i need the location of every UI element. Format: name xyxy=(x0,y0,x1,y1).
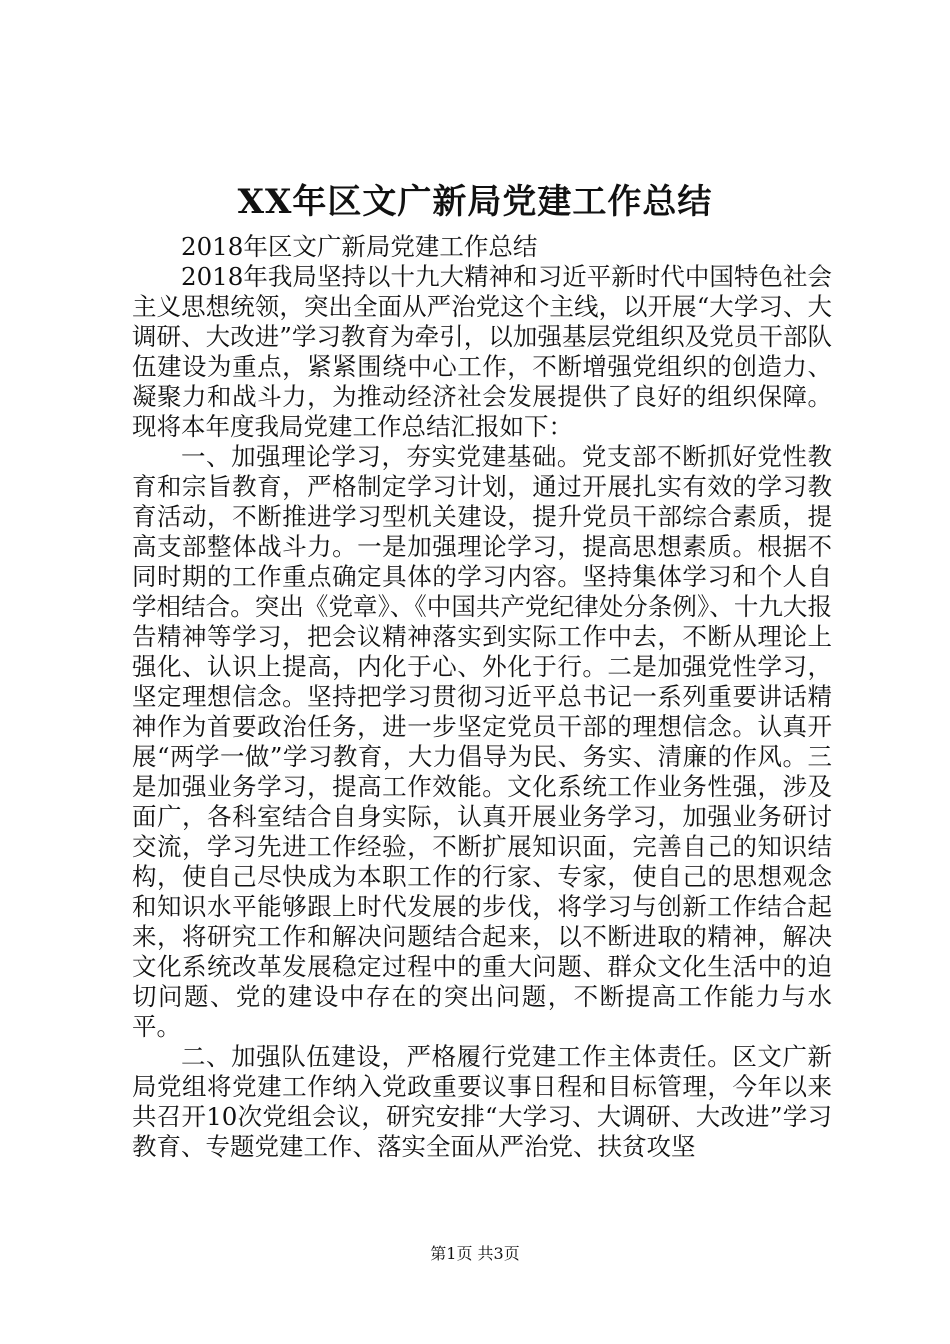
paragraph-section-2: 二、加强队伍建设，严格履行党建工作主体责任。区文广新局党组将党建工作纳入党政重要议事日程和目标管理，今年以来共召开10次党组会议，研究安排“大学习、大调研、大改进”学习教育、专题党建工作、落实全面从严治党、扶贫攻坚 xyxy=(132,1042,832,1161)
document-body xyxy=(132,232,832,1162)
paragraph-subtitle: 2018年区文广新局党建工作总结 xyxy=(181,232,538,261)
document-title: XX年区文广新局党建工作总结 xyxy=(237,182,713,222)
page-footer: 第1页 共3页 xyxy=(430,1244,520,1263)
paragraph-intro: 2018年我局坚持以十九大精神和习近平新时代中国特色社会主义思想统领，突出全面从严治党这个主线，以开展“大学习、大调研、大改进”学习教育为牵引，以加强基层党组织及党员干部队伍建设为重点，紧紧围绕中心工作，不断增强党组织的创造力、凝聚力和战斗力，为推动经济社会发展提供了良好的组织保障。现将本年度我局党建工作总结汇报如下： xyxy=(132,262,832,441)
paragraph-section-1: 一、加强理论学习，夯实党建基础。党支部不断抓好党性教育和宗旨教育，严格制定学习计划，通过开展扎实有效的学习教育活动，不断推进学习型机关建设，提升党员干部综合素质，提高支部整体战斗力。一是加强理论学习，提高思想素质。根据不同时期的工作重点确定具体的学习内容。坚持集体学习和个人自学相结合。突出《党章》、《中国共产党纪律处分条例》、十九大报告精神等学习，把会议精神落实到实际工作中去，不断从理论上强化、认识上提高，内化于心、外化于行。二是加强党性学习，坚定理想信念。坚持把学习贯彻习近平总书记一系列重要讲话精神作为首要政治任务，进一步坚定党员干部的理想信念。认真开展“两学一做”学习教育，大力倡导为民、务实、清廉的作风。三是加强业务学习，提高工作效能。文化系统工作业务性强，涉及面广，各科室结合自身实际，认真开展业务学习，加强业务研讨交流，学习先进工作经验，不断扩展知识面，完善自己的知识结构，使自己尽快成为本职工作的行家、专家，使自己的思想观念和知识水平能够跟上时代发展的步伐，将学习与创新工作结合起来，将研究工作和解决问题结合起来，以不断进取的精神，解决文化系统改革发展稳定过程中的重大问题、群众文化生活中的迫切问题、党的建设中存在的突出问题，不断提高工作能力与水平。 xyxy=(132,442,832,1041)
